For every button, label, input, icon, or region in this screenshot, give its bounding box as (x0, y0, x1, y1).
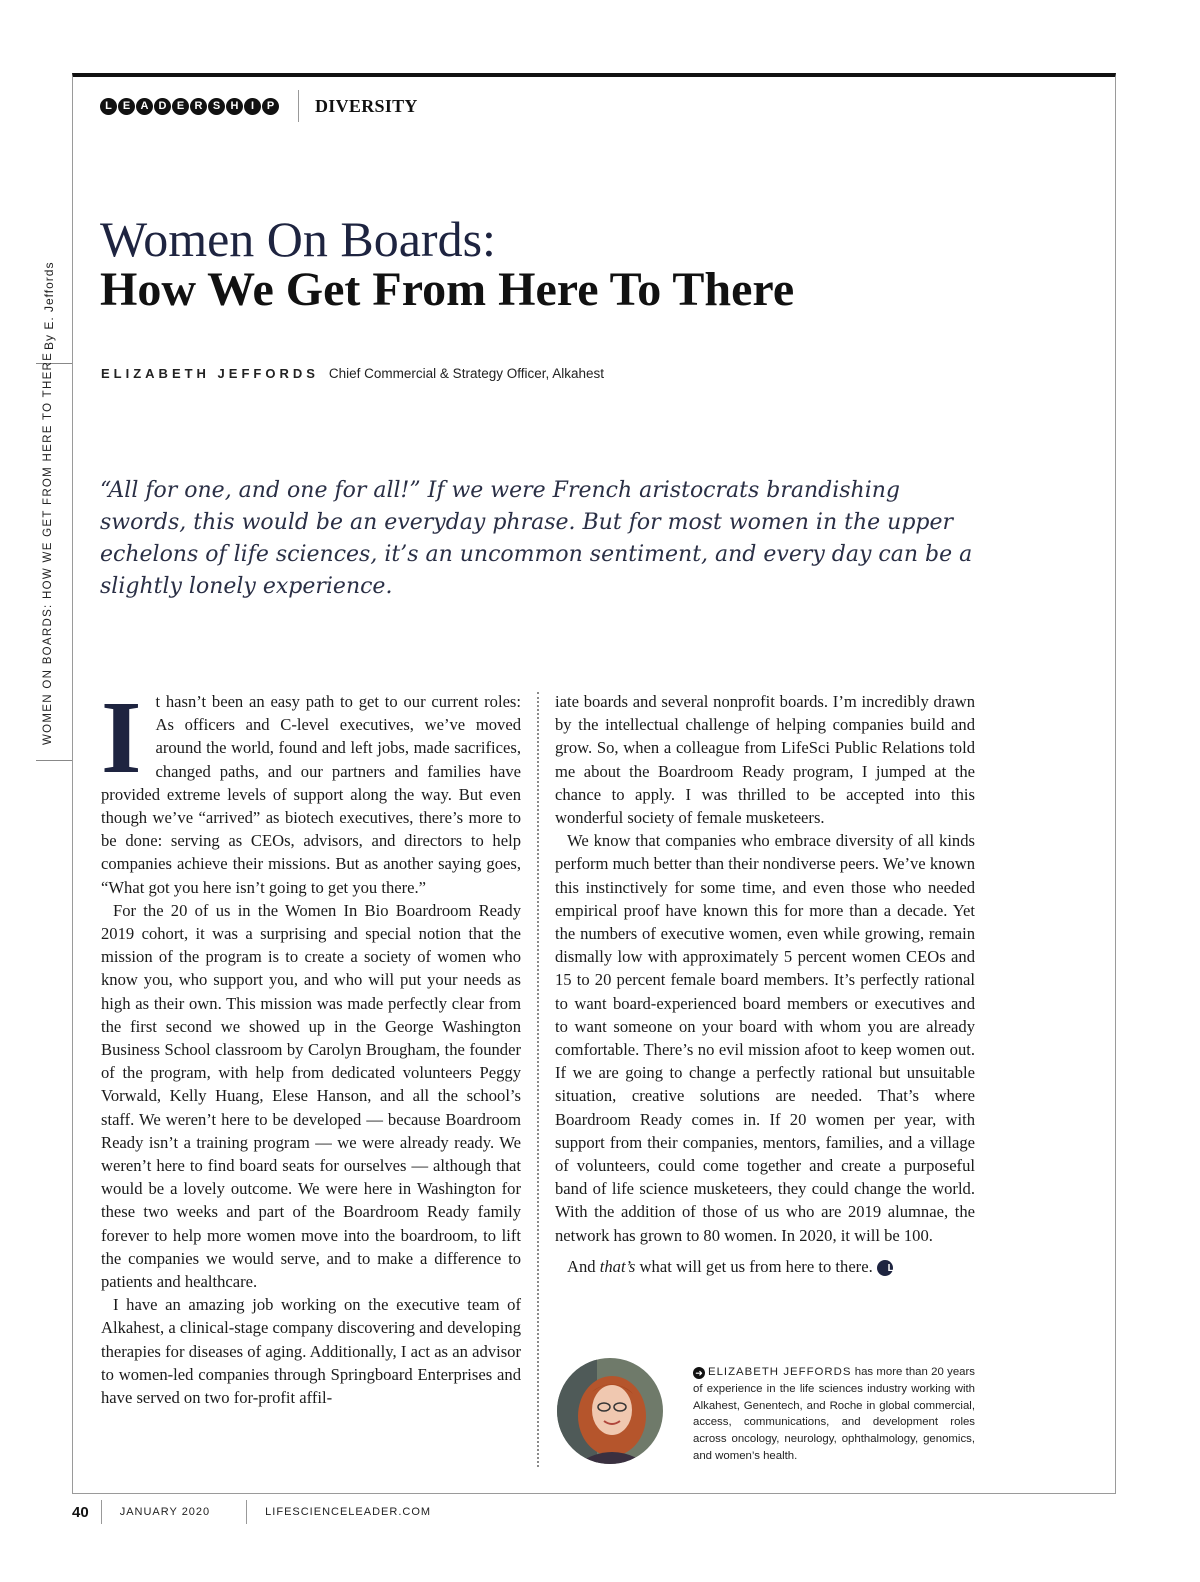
paragraph-text: t hasn’t been an easy path to get to our current roles: As officers and C-level executives, we’ve moved around the world, found and left jobs, made sacrifices, changed paths, and our partners and families have provided extreme levels of support along the way. But even though we’ve “arrived” as biotech executives, there’s more to be done: serving as CEOs, advisors, and directors to help companies achieve their missions. But as another saying goes, “What got you here isn’t going to get you there.” (101, 692, 521, 897)
author-name: ELIZABETH JEFFORDS (101, 366, 319, 381)
footer-divider (101, 1500, 102, 1524)
body-paragraph: I have an amazing job working on the executive team of Alkahest, a clinical-stage company discovering and developing therapies for diseases of aging. Additionally, I act as an advisor to women-led companies through Springboard Enterprises and have served on two for-profit affil- (101, 1295, 521, 1408)
badge-letter: E (172, 98, 189, 115)
badge-letter: L (100, 98, 117, 115)
drop-cap: I (101, 680, 142, 795)
author-line (101, 365, 604, 383)
running-title-text: WOMEN ON BOARDS: HOW WE GET FROM HERE TO THERE (42, 351, 54, 745)
end-mark-icon: L (877, 1260, 893, 1276)
badge-letter: D (154, 98, 171, 115)
leadership-badges (100, 98, 280, 115)
body-paragraph: iate boards and several nonprofit boards. I’m incredibly drawn by the intellectual challenge of helping companies build and grow. So, when a colleague from LifeSci Public Relations told me about the Boardroom Ready program, I jumped at the chance to apply. I was thrilled to be accepted into this wonderful society of female musketeers. (555, 692, 975, 828)
badge-letter: S (208, 98, 225, 115)
article-title-line1: Women On Boards: (100, 211, 496, 267)
page-footer (72, 1500, 431, 1524)
body-paragraph: We know that companies who embrace diversity of all kinds perform much better than their nondiverse peers. We’ve known this instinctively for some time, and even those who needed empirical proof have known this for more than a decade. Yet the numbers of executive women, even while growing, remain dismally low with approximately 5 percent women CEOs and 15 to 20 percent female board members. It’s perfectly rational to want board-experienced board members or executives and to want someone on your board with whom you are already comfortable. There’s no evil mission afoot to keep women out. If we are going to change a perfectly rational but unsuitable situation, creative solutions are needed. That’s where Boardroom Ready comes in. If 20 women per year, with support from their companies, mentors, families, and a village of volunteers, could come together and create a purposeful band of life science musketeers, they could change the world. With the addition of those of us who are 2019 alumnae, the network has grown to 80 women. In 2020, it will be 100. (555, 831, 975, 1245)
badge-letter: E (118, 98, 135, 115)
badge-letter: P (262, 98, 279, 115)
body-column-left (101, 680, 521, 1409)
badge-letter: H (226, 98, 243, 115)
site-url: LIFESCIENCELEADER.COM (265, 1506, 432, 1518)
author-role: Chief Commercial & Strategy Officer, Alkahest (328, 366, 605, 381)
header-divider (298, 90, 299, 122)
section-label: DIVERSITY (315, 95, 418, 116)
closing-text: what will get us from here to there. (635, 1256, 873, 1276)
badge-letter: R (190, 98, 207, 115)
author-photo (557, 1358, 663, 1464)
page-number: 40 (72, 1503, 89, 1521)
footer-divider (246, 1500, 247, 1524)
bio-name: ELIZABETH JEFFORDS (708, 1366, 852, 1378)
body-paragraph: For the 20 of us in the Women In Bio Boardroom Ready 2019 cohort, it was a surprising and special notion that the mission of the program is to create a society of women who know you, who support you, and who will put your needs as high as their own. This mission was made perfectly clear from the first second we showed up in the George Washington Business School classroom by Carolyn Brougham, the founder of the program, with help from dedicated volunteers Peggy Vorwald, Kelly Huang, Elese Hanson, and all the school’s staff. We weren’t here to be developed — because Boardroom Ready isn’t a training program — we were already ready. We weren’t here to find board seats for ourselves — although that would be a lovely outcome. We were here in Washington for these two weeks and part of the Boardroom Ready family forever to help more women move into the boardroom, to lift the companies we would serve, and to make a difference to patients and healthcare. (101, 900, 521, 1292)
byline-text: By E. Jeffords (42, 261, 56, 350)
issue-date: JANUARY 2020 (119, 1506, 211, 1518)
closing-paragraph (555, 1255, 975, 1278)
bio-text: has more than 20 years of experience in the life sciences industry working with Alkahest, Genentech, and Roche in global commercial, access, communications, and development roles across oncology, neurology, ophthalmology, genomics, and women’s health. (693, 1366, 975, 1462)
body-paragraph (101, 680, 521, 899)
side-running-title (30, 0, 70, 800)
article-title-line2: How We Get From Here To There (100, 263, 795, 316)
column-divider (537, 692, 539, 1467)
badge-letter: I (244, 98, 261, 115)
badge-letter: A (136, 98, 153, 115)
arrow-right-icon: ➜ (693, 1367, 705, 1379)
section-header (100, 90, 418, 122)
side-divider (36, 760, 72, 761)
body-column-right (555, 690, 975, 1278)
closing-text: And (567, 1256, 600, 1276)
author-bio (693, 1364, 975, 1465)
closing-emphasis: that’s (599, 1256, 636, 1276)
article-deck: “All for one, and one for all!” If we were French aristocrats brandishing swords, this would be an everyday phrase. But for most women in the upper echelons of life sciences, it’s an uncommon sentiment, and every day can be a slightly lonely experience. (100, 478, 973, 599)
